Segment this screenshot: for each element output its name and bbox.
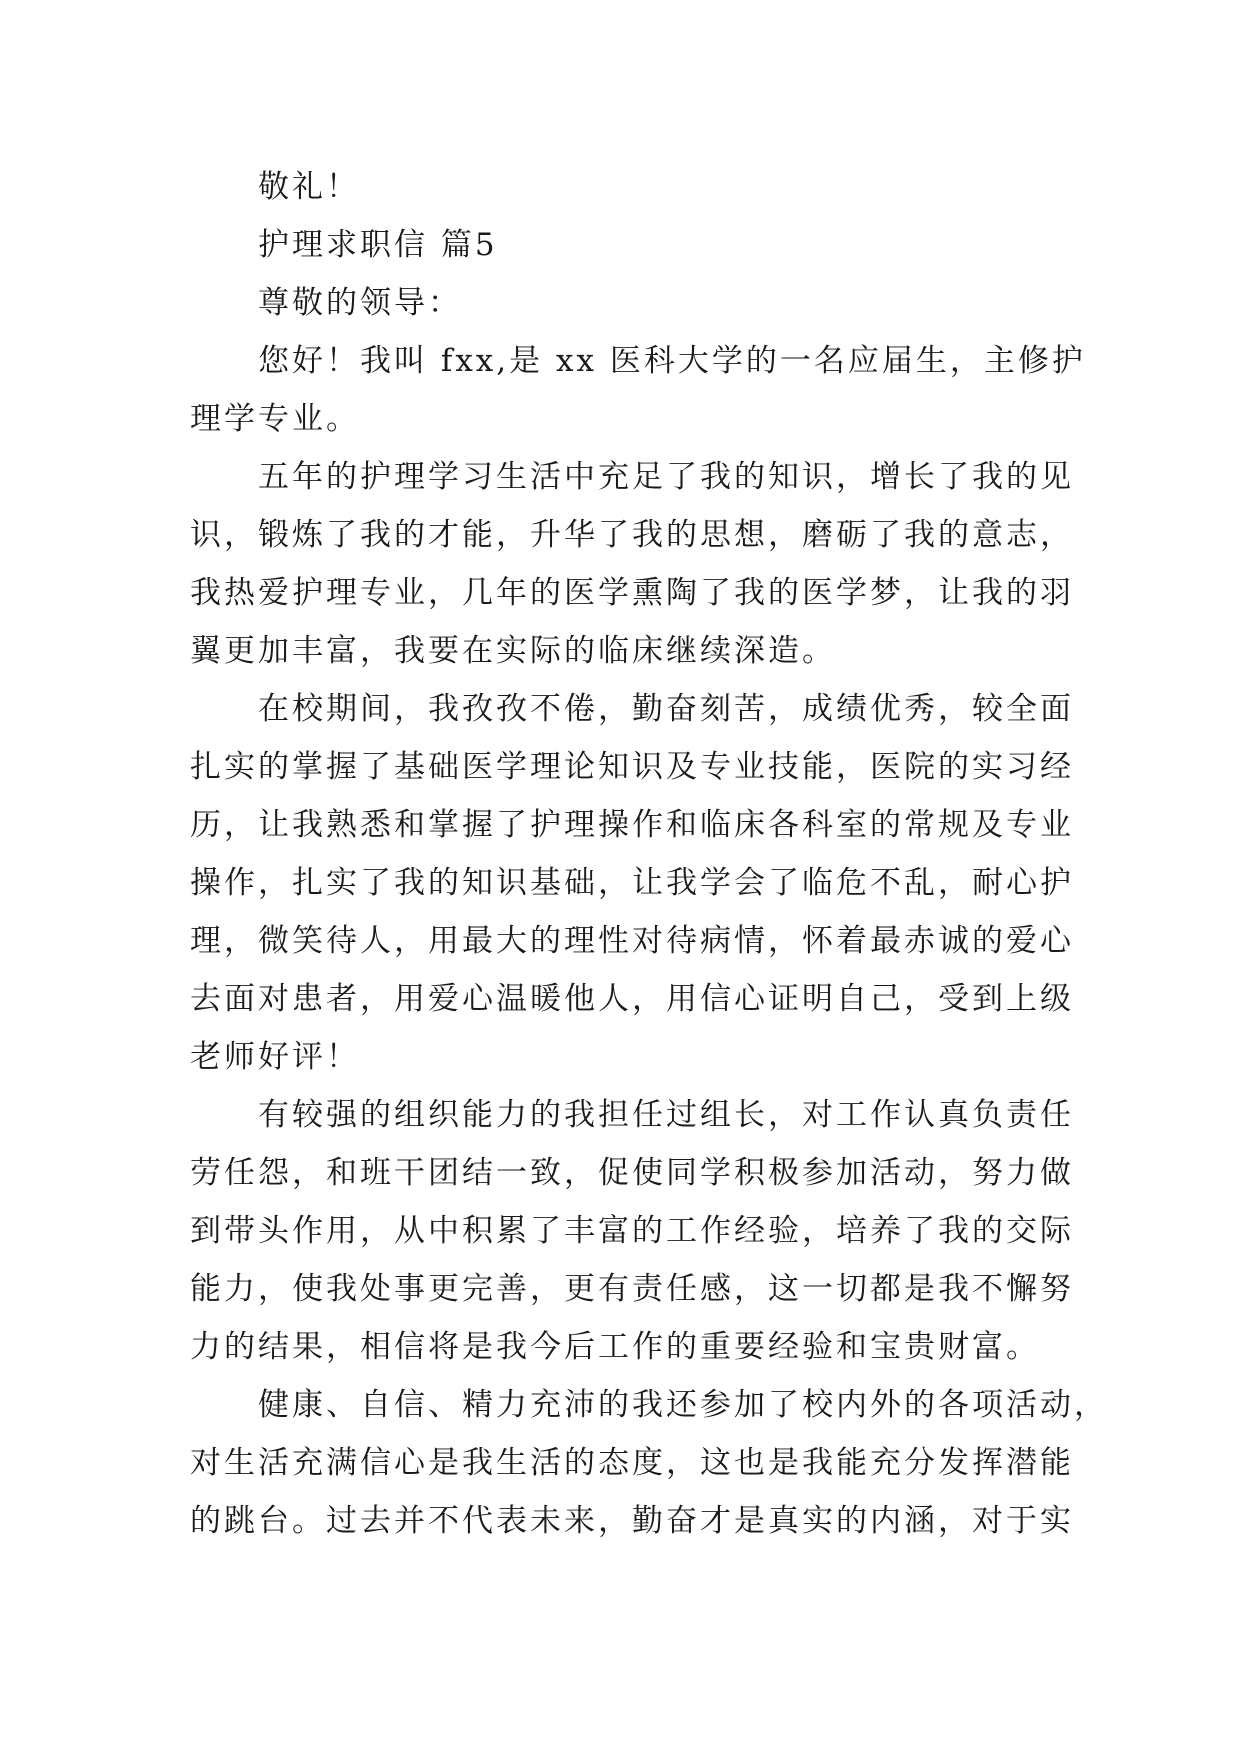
paragraph-line: 有较强的组织能力的我担任过组长，对工作认真负责任 xyxy=(258,1097,1074,1133)
paragraph-study xyxy=(190,448,1074,680)
paragraph-greeting xyxy=(190,332,1086,448)
paragraph-line: 老师好评！ xyxy=(190,1039,360,1075)
paragraph-line: 您好！我叫 fxx,是 xx 医科大学的一名应届生，主修护 xyxy=(258,343,1086,379)
paragraph-line: 理，微笑待人，用最大的理性对待病情，怀着最赤诚的爱心 xyxy=(190,923,1074,959)
paragraph-line: 健康、自信、精力充沛的我还参加了校内外的各项活动， xyxy=(258,1387,1108,1423)
paragraph-line: 五年的护理学习生活中充足了我的知识，增长了我的见 xyxy=(258,459,1074,495)
letter-body xyxy=(190,158,1108,1550)
salutation: 尊敬的领导： xyxy=(258,285,462,321)
paragraph-line: 扎实的掌握了基础医学理论知识及专业技能，医院的实习经 xyxy=(190,749,1074,785)
paragraph-organization xyxy=(190,1086,1074,1376)
paragraph-activities xyxy=(190,1376,1108,1550)
paragraph-line: 识，锻炼了我的才能，升华了我的思想，磨砺了我的意志， xyxy=(190,517,1074,553)
paragraph-line: 力的结果，相信将是我今后工作的重要经验和宝贵财富。 xyxy=(190,1329,1040,1365)
paragraph-line: 去面对患者，用爱心温暖他人，用信心证明自己，受到上级 xyxy=(190,981,1074,1017)
paragraph-line: 我热爱护理专业，几年的医学熏陶了我的医学梦，让我的羽 xyxy=(190,575,1074,611)
paragraph-line: 对生活充满信心是我生活的态度，这也是我能充分发挥潜能 xyxy=(190,1445,1074,1481)
paragraph-school xyxy=(190,680,1074,1086)
paragraph-line: 的跳台。过去并不代表未来，勤奋才是真实的内涵，对于实 xyxy=(190,1503,1074,1539)
paragraph-line: 在校期间，我孜孜不倦，勤奋刻苦，成绩优秀，较全面 xyxy=(258,691,1074,727)
paragraph-line: 理学专业。 xyxy=(190,401,360,437)
paragraph-line: 历，让我熟悉和掌握了护理操作和临床各科室的常规及专业 xyxy=(190,807,1074,843)
section-title: 护理求职信 篇5 xyxy=(258,227,498,263)
paragraph-line: 操作，扎实了我的知识基础，让我学会了临危不乱，耐心护 xyxy=(190,865,1074,901)
paragraph-line: 到带头作用，从中积累了丰富的工作经验，培养了我的交际 xyxy=(190,1213,1074,1249)
closing-line: 敬礼！ xyxy=(258,169,360,205)
paragraph-line: 劳任怨，和班干团结一致，促使同学积极参加活动，努力做 xyxy=(190,1155,1074,1191)
paragraph-line: 翼更加丰富，我要在实际的临床继续深造。 xyxy=(190,633,836,669)
paragraph-line: 能力，使我处事更完善，更有责任感，这一切都是我不懈努 xyxy=(190,1271,1074,1307)
